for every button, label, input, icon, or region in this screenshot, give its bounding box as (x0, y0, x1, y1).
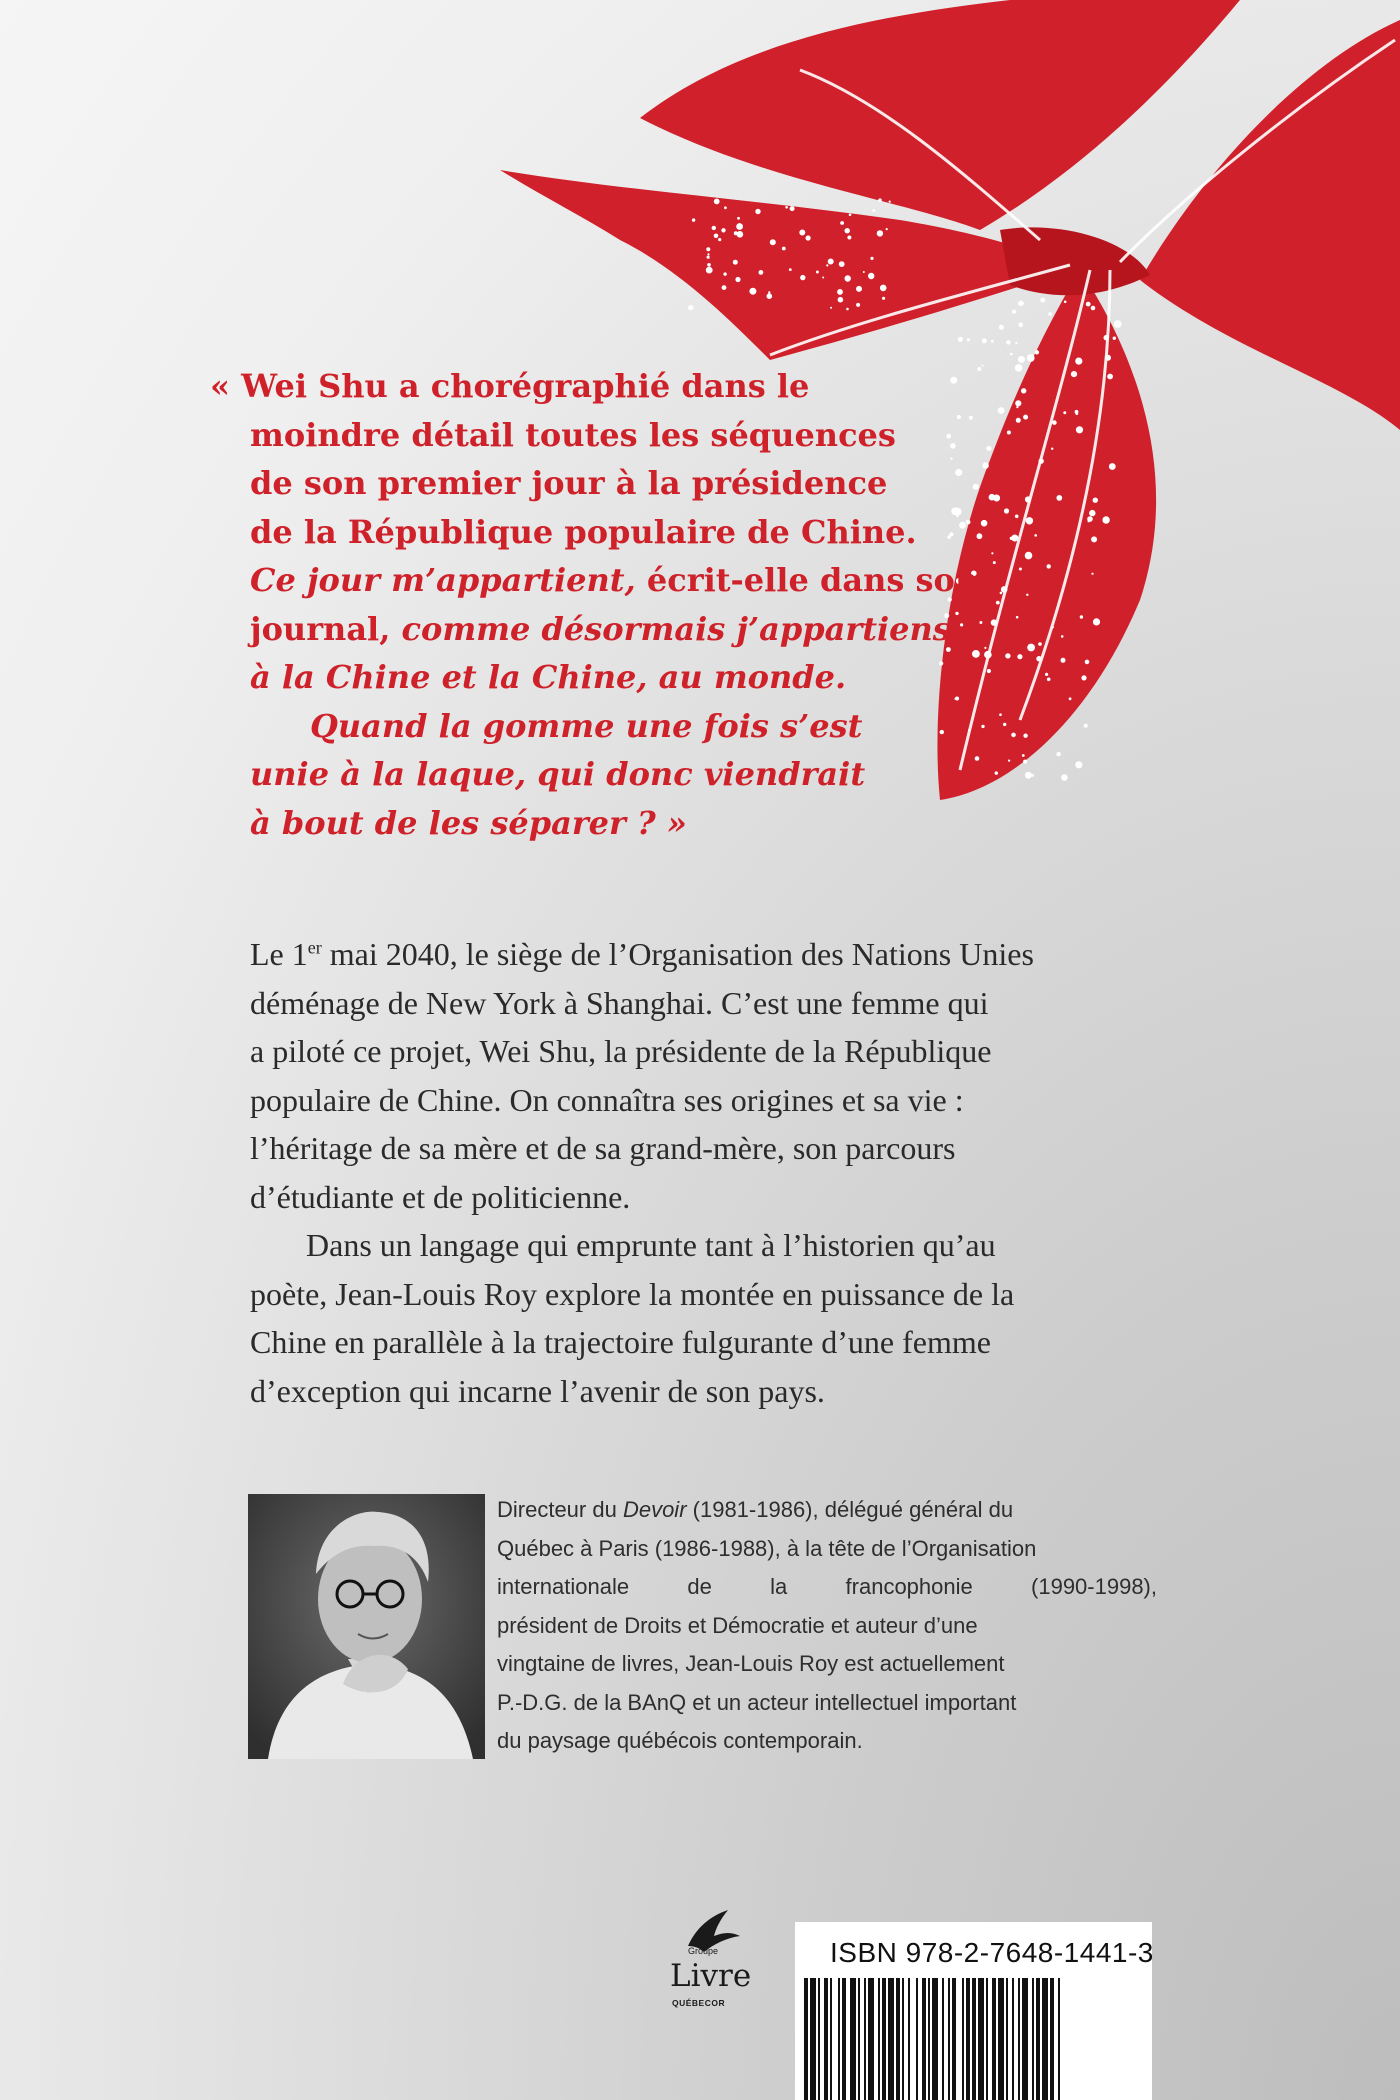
pollen-dot (707, 256, 710, 259)
barcode-bar (888, 1978, 894, 2100)
pollen-dot (1006, 340, 1011, 345)
barcode-bar (1032, 1978, 1034, 2100)
pollen-dot (722, 285, 727, 290)
pull-quote (210, 362, 979, 847)
pollen-dot (1076, 426, 1083, 433)
pollen-dot (1027, 354, 1035, 362)
barcode-bar (952, 1978, 956, 2100)
book-summary (250, 930, 1150, 1415)
pollen-dot (977, 533, 983, 539)
pollen-dot (767, 293, 773, 299)
pollen-dot (845, 228, 850, 233)
pollen-dot (826, 264, 828, 266)
barcode-bar (932, 1978, 938, 2100)
barcode-bar (922, 1978, 926, 2100)
pollen-dot (735, 277, 740, 282)
pollen-dot (790, 206, 795, 211)
pollen-dot (1034, 534, 1037, 537)
quote-line (210, 702, 970, 751)
pollen-dot (880, 285, 887, 292)
pollen-dot (768, 291, 770, 293)
quote-line (210, 750, 970, 799)
pollen-dot (718, 238, 721, 241)
summary-text: mai 2040, le siège de l’Organisation des Nations Unies (321, 936, 1034, 972)
pollen-dot (1056, 752, 1060, 756)
barcode-bar (824, 1978, 828, 2100)
pollen-dot (1064, 301, 1067, 304)
barcode-bar (1012, 1978, 1014, 2100)
pollen-dot (1026, 594, 1028, 596)
summary-line: Chine en parallèle à la trajectoire fulgurante d’une femme (250, 1324, 991, 1360)
pollen-dot (1018, 356, 1025, 363)
publisher-groupe: Groupe (688, 1946, 719, 1956)
pollen-dot (982, 365, 984, 367)
pollen-dot (886, 228, 888, 230)
pollen-dot (712, 226, 716, 230)
pollen-dot (1008, 760, 1010, 762)
barcode-bar (1022, 1978, 1028, 2100)
barcode-bar (966, 1978, 970, 2100)
right-petal (1140, 20, 1400, 430)
pollen-dot (822, 277, 824, 279)
pollen-dot (816, 271, 819, 274)
barcode-bar (868, 1978, 874, 2100)
barcode-bar (902, 1978, 904, 2100)
pollen-dot (991, 552, 993, 554)
summary-line (250, 930, 1150, 979)
barcode-bar (916, 1978, 918, 2100)
pollen-dot (1080, 615, 1083, 618)
pollen-dot (692, 218, 695, 221)
pollen-dot (1017, 654, 1022, 659)
pollen-dot (1047, 564, 1051, 568)
pollen-dot (723, 272, 726, 275)
summary-line: d’étudiante et de politicienne. (250, 1178, 631, 1215)
pollen-dot (984, 647, 986, 649)
pollen-dot (1016, 406, 1018, 408)
barcode-bar (804, 1978, 808, 2100)
author-portrait-image (248, 1494, 485, 1759)
pollen-dot (872, 209, 875, 212)
pollen-dot (1015, 515, 1019, 519)
pollen-dot (975, 756, 980, 761)
bio-line (497, 1491, 1157, 1530)
barcode-bar (878, 1978, 880, 2100)
pollen-dot (1012, 310, 1016, 314)
quote-line (210, 605, 970, 654)
pollen-dot (1093, 618, 1100, 625)
pollen-dot (977, 367, 981, 371)
pollen-dot (1104, 335, 1110, 341)
flower-center (1000, 227, 1150, 295)
pollen-dot (736, 223, 743, 230)
pollen-dot (996, 601, 1000, 605)
pollen-dot (1088, 520, 1091, 523)
quote-line: de son premier jour à la présidence (250, 464, 888, 502)
barcode-bar (1006, 1978, 1008, 2100)
pollen-dot (995, 771, 998, 774)
pollen-dot (979, 621, 982, 624)
pollen-dot (1107, 374, 1113, 380)
pollen-dot (870, 257, 873, 260)
pollen-dot (806, 235, 811, 240)
quote-roman: écrit-elle dans son (635, 561, 979, 599)
pollen-dot (1052, 626, 1054, 628)
pollen-dot (1045, 673, 1048, 676)
pollen-dot (1063, 411, 1066, 414)
pollen-dot (1022, 754, 1025, 757)
pollen-dot (714, 199, 720, 205)
pollen-dot (1018, 301, 1024, 307)
barcode-bar (896, 1978, 900, 2100)
author-bio (497, 1491, 1157, 1761)
barcode-bar (978, 1978, 984, 2100)
pollen-dot (838, 297, 844, 303)
pollen-dot (1061, 774, 1068, 781)
pollen-dot (1048, 312, 1052, 316)
publisher-logo (658, 1906, 752, 2036)
barcode-bar (1050, 1978, 1054, 2100)
pollen-dot (1016, 418, 1021, 423)
pollen-dot (967, 338, 970, 341)
barcode-bar (1036, 1978, 1040, 2100)
pollen-dot (737, 231, 744, 238)
pollen-dot (982, 338, 987, 343)
isbn-number: ISBN 978-2-7648-1441-3 (830, 1937, 1154, 1968)
pollen-dot (1004, 508, 1009, 513)
barcode-bar (842, 1978, 846, 2100)
pollen-dot (1010, 537, 1013, 540)
pollen-dot (1091, 306, 1096, 311)
top-petal (640, 0, 1240, 230)
pollen-dot (799, 230, 805, 236)
quote-line: moindre détail toutes les séquences (250, 415, 896, 454)
pollen-dot (999, 713, 1002, 716)
pollen-dot (1051, 448, 1053, 450)
quote-italic: à bout de les séparer ? » (250, 803, 687, 842)
pollen-dot (846, 308, 849, 311)
pollen-dot (1015, 342, 1017, 344)
pollen-dot (1075, 761, 1082, 768)
barcode-bar (858, 1978, 860, 2100)
pollen-dot (837, 289, 843, 295)
quote-italic: comme désormais j’appartiens (390, 609, 951, 648)
pollen-dot (1035, 350, 1039, 354)
barcode-bar (882, 1978, 886, 2100)
barcode-bar (962, 1978, 964, 2100)
pollen-dot (1018, 322, 1023, 327)
pollen-dot (878, 198, 882, 202)
quote-roman: journal, (250, 609, 391, 648)
barcode (800, 1978, 1148, 2100)
pollen-dot (770, 239, 776, 245)
pollen-dot (1056, 495, 1062, 501)
bio-text: (1981-1986), délégué général du (686, 1497, 1014, 1522)
pollen-dot (1027, 644, 1035, 652)
pollen-dot (993, 495, 1000, 502)
summary-line: déménage de New York à Shanghai. C’est une femme qui (250, 984, 989, 1021)
barcode-bar (998, 1978, 1004, 2100)
barcode-bar (864, 1978, 866, 2100)
pollen-dot (1052, 420, 1057, 425)
barcode-bar (818, 1978, 820, 2100)
barcode-bar (972, 1978, 976, 2100)
quote-italic: Quand la gomme une fois s’est (310, 706, 863, 745)
pollen-dot (1081, 675, 1086, 680)
pollen-dot (1003, 723, 1006, 726)
pollen-dot (733, 260, 738, 265)
pollen-dot (981, 520, 988, 527)
pollen-dot (1089, 510, 1095, 516)
summary-line: d’exception qui incarne l’avenir de son pays. (250, 1372, 825, 1409)
pollen-dot (1025, 772, 1032, 779)
pollen-dot (1109, 463, 1116, 470)
pollen-dot (1016, 616, 1019, 619)
pollen-dot (856, 303, 860, 307)
pollen-dot (1036, 656, 1041, 661)
summary-line: l’héritage de sa mère et de sa grand-mère, son parcours (250, 1130, 956, 1166)
pollen-dot (1091, 573, 1093, 575)
pollen-dot (782, 247, 786, 251)
pollen-dot (1075, 410, 1079, 414)
pollen-dot (863, 271, 865, 273)
barcode-bar (1058, 1978, 1060, 2100)
pollen-dot (1019, 568, 1022, 571)
pollen-dot (1007, 431, 1011, 435)
pollen-dot (1005, 653, 1010, 658)
barcode-bar (850, 1978, 856, 2100)
pollen-dot (830, 307, 832, 309)
bio-line: président de Droits et Démocratie et auteur d’une (497, 1612, 978, 1638)
pollen-dot (845, 275, 851, 281)
pollen-dot (877, 230, 883, 236)
barcode-bar (986, 1978, 988, 2100)
pollen-dot (1105, 355, 1111, 361)
pollen-dot (789, 268, 792, 271)
barcode-bar (838, 1978, 840, 2100)
barcode-bar (948, 1978, 950, 2100)
pollen-dot (737, 217, 740, 220)
quote-line (210, 556, 979, 605)
pollen-dot (973, 484, 979, 490)
pollen-dot (1039, 458, 1044, 463)
bio-line: P.-D.G. de la BAnQ et un acteur intellectuel important (497, 1689, 1017, 1715)
pollen-dot (1114, 320, 1122, 328)
pollen-dot (984, 651, 992, 659)
pollen-dot (785, 206, 788, 209)
summary-text: Le 1 (250, 936, 308, 972)
pollen-dot (1091, 536, 1097, 542)
pollen-dot (1023, 760, 1027, 764)
pollen-dot (1084, 724, 1088, 728)
pollen-dot (1021, 388, 1026, 393)
pollen-dot (800, 275, 805, 280)
pollen-dot (982, 462, 988, 468)
publisher-quebecor: QUÉBECOR (672, 1998, 726, 2008)
pollen-dot (759, 270, 764, 275)
pollen-dot (1061, 635, 1064, 638)
pollen-dot (986, 446, 991, 451)
barcode-bar (908, 1978, 910, 2100)
pollen-dot (1069, 697, 1072, 700)
pollen-dot (1023, 734, 1027, 738)
pollen-dot (1023, 415, 1028, 420)
pollen-dot (868, 273, 874, 279)
newspaper-title: Devoir (622, 1497, 687, 1522)
barcode-bar (928, 1978, 930, 2100)
ordinal-superscript: er (307, 937, 322, 958)
bio-line: Québec à Paris (1986-1988), à la tête de l’Organisation (497, 1535, 1037, 1561)
pollen-dot (1071, 371, 1077, 377)
summary-line: a piloté ce projet, Wei Shu, la présidente de la République (250, 1033, 992, 1069)
pollen-dot (972, 650, 980, 658)
pollen-dot (1010, 353, 1013, 356)
pollen-dot (714, 234, 719, 239)
barcode-bar (810, 1978, 816, 2100)
pollen-dot (1031, 774, 1034, 777)
pollen-dot (721, 228, 725, 232)
pollen-dot (749, 288, 756, 295)
barcode-bar (992, 1978, 996, 2100)
pollen-dot (999, 325, 1004, 330)
pollen-dot (1093, 498, 1098, 503)
quote-line: de la République populaire de Chine. (250, 512, 917, 551)
pollen-dot (987, 669, 991, 673)
summary-line: Dans un langage qui emprunte tant à l’historien qu’au (306, 1227, 996, 1263)
author-photo (248, 1494, 485, 1759)
quote-italic: Ce jour m’appartient, (250, 561, 636, 599)
pollen-dot (1075, 358, 1082, 365)
pollen-dot (1000, 592, 1003, 595)
barcode-bar (1018, 1978, 1020, 2100)
barcode-bar (942, 1978, 944, 2100)
quote-line (210, 653, 970, 702)
pollen-dot (840, 221, 844, 225)
pollen-dot (1015, 400, 1021, 406)
bio-line: du paysage québécois contemporain. (497, 1728, 863, 1753)
quote-line (210, 799, 970, 848)
pollen-dot (1026, 517, 1033, 524)
pollen-dot (1011, 733, 1016, 738)
pollen-dot (1085, 660, 1090, 665)
quote-italic: unie à la laque, qui donc viendrait (250, 755, 866, 793)
pollen-dot (755, 209, 760, 214)
pollen-dot (839, 261, 845, 267)
pollen-dot (849, 214, 852, 217)
pollen-dot (847, 236, 851, 240)
pollen-dot (998, 407, 1005, 414)
pollen-dot (828, 259, 834, 265)
publisher-livre: Livre (670, 1958, 752, 1994)
pollen-dot (1015, 364, 1023, 372)
bio-line: internationale de la francophonie (1990-1998), (497, 1574, 1157, 1599)
pollen-dot (1086, 302, 1091, 307)
lower-petal (937, 270, 1156, 800)
pollen-dot (724, 206, 727, 209)
pollen-dot (958, 337, 963, 342)
pollen-dot (993, 561, 996, 564)
pollen-dot (707, 253, 709, 255)
pollen-dot (1102, 516, 1109, 523)
pollen-dot (1061, 658, 1066, 663)
pollen-dot (1113, 337, 1116, 340)
pollen-dot (882, 297, 885, 300)
barcode-bar (1042, 1978, 1048, 2100)
pollen-dot (981, 725, 984, 728)
pollen-dot (991, 340, 994, 343)
pollen-dot (1040, 298, 1045, 303)
bio-line: vingtaine de livres, Jean-Louis Roy est actuellement (497, 1651, 1005, 1676)
quote-line: « Wei Shu a chorégraphié dans le (210, 367, 810, 405)
pollen-dot (1038, 642, 1042, 646)
barcode-bar (830, 1978, 832, 2100)
summary-line: poète, Jean-Louis Roy explore la montée en puissance de la (250, 1275, 1015, 1312)
pollen-dot (1013, 536, 1018, 541)
pollen-dot (1001, 586, 1008, 593)
pollen-dot (688, 305, 693, 310)
pollen-dot (706, 247, 710, 251)
pollen-dot (1047, 678, 1051, 682)
pollen-dot (889, 201, 891, 203)
quote-italic: à la Chine et la Chine, au monde. (250, 658, 847, 696)
pollen-dot (1025, 552, 1033, 560)
summary-line: populaire de Chine. On connaîtra ses origines et sa vie : (250, 1081, 964, 1118)
pollen-dot (991, 619, 997, 625)
pollen-dot (707, 263, 711, 267)
bio-text: Directeur du (497, 1497, 623, 1522)
pollen-dot (706, 267, 713, 274)
pollen-dot (1025, 496, 1031, 502)
pollen-dot (856, 286, 862, 292)
